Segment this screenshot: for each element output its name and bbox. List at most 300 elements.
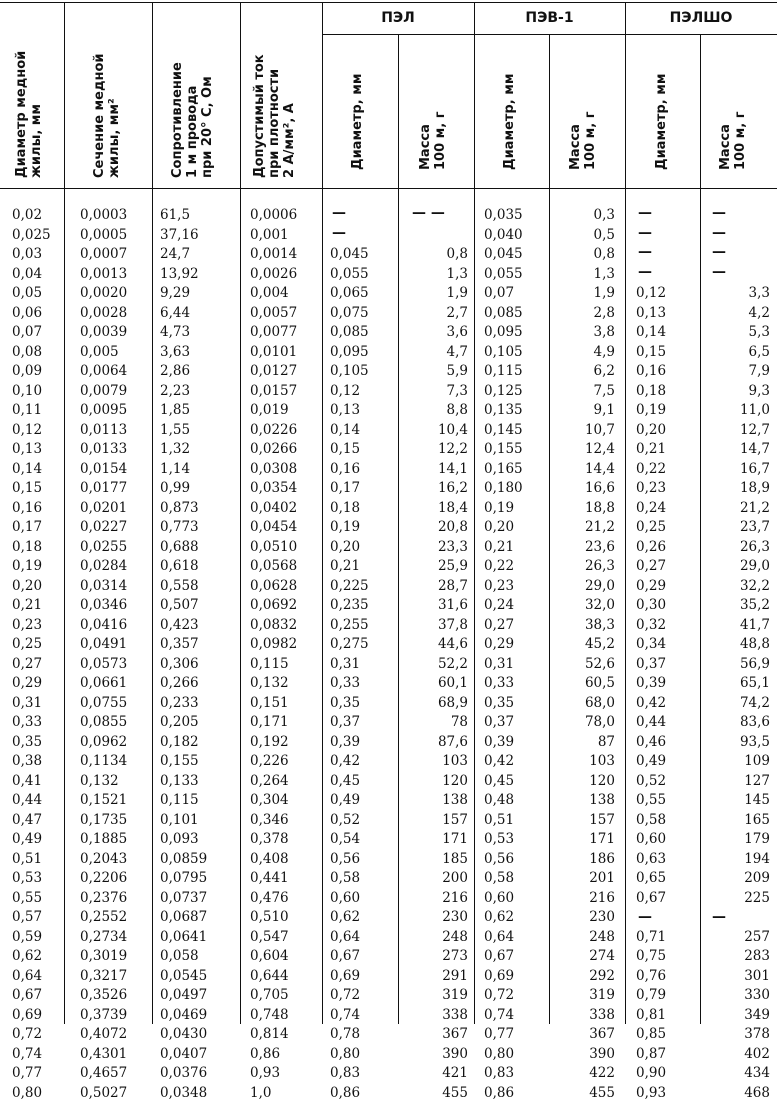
table-cell: 83,6	[704, 713, 770, 733]
table-cell: 0,24	[484, 596, 546, 616]
table-cell: 0,24	[636, 499, 696, 519]
table-cell: 194	[704, 850, 770, 870]
table-cell: 18,8	[555, 499, 615, 519]
table-cell: 0,255	[330, 616, 394, 636]
table-cell: 0,1521	[80, 791, 148, 811]
table-cell: 0,10	[12, 382, 60, 402]
table-cell: 0,12	[636, 284, 696, 304]
table-cell: 21,2	[704, 499, 770, 519]
table-cell: 0,33	[12, 713, 60, 733]
table-cell: 0,0014	[250, 245, 320, 265]
dash-mark: —	[712, 205, 726, 221]
table-cell: 16,6	[555, 479, 615, 499]
table-cell: 52,6	[555, 655, 615, 675]
table-cell: 7,5	[555, 382, 615, 402]
table-cell: 0,0692	[250, 596, 320, 616]
table-cell: 0,62	[12, 947, 60, 967]
table-cell: 0,0101	[250, 343, 320, 363]
column-diameter	[12, 206, 60, 1103]
column-pelsho-mass	[704, 206, 770, 1103]
table-cell: 292	[555, 967, 615, 987]
column-pev-mass	[555, 206, 615, 1103]
table-cell: 0,132	[250, 674, 320, 694]
table-cell: 0,29	[636, 577, 696, 597]
table-cell: 23,7	[704, 518, 770, 538]
table-cell: 0,67	[12, 986, 60, 1006]
table-cell: 0,275	[330, 635, 394, 655]
table-cell: 26,3	[555, 557, 615, 577]
table-cell: 14,4	[555, 460, 615, 480]
table-cell: 0,3739	[80, 1006, 148, 1026]
table-cell: 0,155	[484, 440, 546, 460]
table-cell: 0,25	[12, 635, 60, 655]
table-cell: 0,49	[12, 830, 60, 850]
table-cell: 24,7	[160, 245, 236, 265]
table-cell: 0,23	[636, 479, 696, 499]
table-cell: 0,547	[250, 928, 320, 948]
table-cell: 0,87	[636, 1045, 696, 1065]
table-cell: 35,2	[704, 596, 770, 616]
table-cell: 0,773	[160, 518, 236, 538]
table-cell: 0,0982	[250, 635, 320, 655]
table-cell: 0,0737	[160, 889, 236, 909]
table-cell: 9,3	[704, 382, 770, 402]
table-cell: 0,378	[250, 830, 320, 850]
table-cell	[404, 226, 468, 246]
table-cell: 0,5	[555, 226, 615, 246]
table-cell: 0,26	[636, 538, 696, 558]
table-cell: 179	[704, 830, 770, 850]
table-cell: 0,78	[330, 1025, 394, 1045]
dash-mark: — —	[412, 205, 445, 221]
table-cell: 248	[404, 928, 468, 948]
dash-mark: —	[638, 225, 652, 241]
table-cell: 1,14	[160, 460, 236, 480]
table-cell: 319	[555, 986, 615, 1006]
table-cell: 0,77	[12, 1064, 60, 1084]
table-cell: 0,225	[330, 577, 394, 597]
table-cell: 12,7	[704, 421, 770, 441]
table-cell: 0,31	[330, 655, 394, 675]
table-cell: 5,9	[404, 362, 468, 382]
table-cell: 0,0416	[80, 616, 148, 636]
table-cell: 248	[555, 928, 615, 948]
table-cell: 87,6	[404, 733, 468, 753]
table-cell: 23,3	[404, 538, 468, 558]
table-cell: 421	[404, 1064, 468, 1084]
table-cell: 0,08	[12, 343, 60, 363]
table-cell: 0,64	[12, 967, 60, 987]
column-resistance	[160, 206, 236, 1103]
table-cell: 349	[704, 1006, 770, 1026]
col-divider	[240, 2, 241, 1024]
table-cell: 0,0006	[250, 206, 320, 226]
dash-mark: —	[638, 205, 652, 221]
table-cell: 0,42	[636, 694, 696, 714]
table-cell: 273	[404, 947, 468, 967]
table-cell: 18,9	[704, 479, 770, 499]
table-cell: 0,306	[160, 655, 236, 675]
table-cell: 0,065	[330, 284, 394, 304]
table-cell: 0,20	[484, 518, 546, 538]
table-cell: 0,0079	[80, 382, 148, 402]
table-cell: 56,9	[704, 655, 770, 675]
table-cell: 0,0832	[250, 616, 320, 636]
table-cell: 0,35	[484, 694, 546, 714]
table-cell: 0,22	[636, 460, 696, 480]
table-cell: 216	[555, 889, 615, 909]
table-cell: 0,64	[330, 928, 394, 948]
table-cell: 0,133	[160, 772, 236, 792]
table-cell: 0,60	[636, 830, 696, 850]
table-cell: 0,79	[636, 986, 696, 1006]
table-cell: 367	[555, 1025, 615, 1045]
table-cell: 0,27	[636, 557, 696, 577]
table-cell: 0,13	[636, 304, 696, 324]
column-pev-diameter	[484, 206, 546, 1103]
table-cell: 0,32	[636, 616, 696, 636]
table-cell: 200	[404, 869, 468, 889]
subheader-pelsho-mass: Масса 100 м, г	[718, 111, 748, 170]
table-cell: 0,13	[330, 401, 394, 421]
table-cell: 0,62	[330, 908, 394, 928]
table-cell: 0,56	[484, 850, 546, 870]
header-resistance: Сопротивление 1 м провода при 20° С, Ом	[170, 62, 215, 178]
table-cell: 12,4	[555, 440, 615, 460]
table-cell: 2,7	[404, 304, 468, 324]
table-cell: 0,39	[484, 733, 546, 753]
table-cell: 0,0266	[250, 440, 320, 460]
table-cell: 0,0284	[80, 557, 148, 577]
table-cell: 0,618	[160, 557, 236, 577]
table-cell: 120	[555, 772, 615, 792]
table-cell: 0,264	[250, 772, 320, 792]
table-cell: 0,0491	[80, 635, 148, 655]
table-cell: 0,16	[636, 362, 696, 382]
col-divider	[549, 34, 550, 1024]
table-cell: 138	[404, 791, 468, 811]
table-cell: 0,72	[484, 986, 546, 1006]
table-cell: 0,14	[636, 323, 696, 343]
table-cell: 0,1735	[80, 811, 148, 831]
table-cell: 0,266	[160, 674, 236, 694]
table-cell: 0,423	[160, 616, 236, 636]
table-cell: 0,101	[160, 811, 236, 831]
table-cell: 0,2376	[80, 889, 148, 909]
table-cell: 0,2206	[80, 869, 148, 889]
table-cell: 0,0005	[80, 226, 148, 246]
table-cell: 0,35	[330, 694, 394, 714]
table-cell: 0,17	[12, 518, 60, 538]
table-cell: 0,105	[484, 343, 546, 363]
table-cell: 455	[404, 1084, 468, 1103]
table-cell: 6,5	[704, 343, 770, 363]
table-cell: 103	[404, 752, 468, 772]
table-cell: 21,2	[555, 518, 615, 538]
table-cell: 0,004	[250, 284, 320, 304]
table-cell: 0,60	[484, 889, 546, 909]
table-cell: 52,2	[404, 655, 468, 675]
table-cell: 0,07	[12, 323, 60, 343]
col-divider	[700, 34, 701, 1024]
table-cell: 0,604	[250, 947, 320, 967]
dash-mark: —	[332, 205, 346, 221]
table-cell: 0,0407	[160, 1045, 236, 1065]
column-section	[80, 206, 148, 1103]
table-cell: 0,05	[12, 284, 60, 304]
table-cell: 0,76	[636, 967, 696, 987]
table-cell: 0,34	[636, 635, 696, 655]
table-cell: 48,8	[704, 635, 770, 655]
table-cell: 216	[404, 889, 468, 909]
table-cell: 0,085	[330, 323, 394, 343]
table-cell: 468	[704, 1084, 770, 1103]
table-cell: 16,7	[704, 460, 770, 480]
table-cell: 0,57	[12, 908, 60, 928]
table-cell: 68,9	[404, 694, 468, 714]
table-cell: 1,85	[160, 401, 236, 421]
table-cell: 0,77	[484, 1025, 546, 1045]
table-cell: 6,2	[555, 362, 615, 382]
table-cell: 225	[704, 889, 770, 909]
table-cell: 0,48	[484, 791, 546, 811]
table-cell: 0,45	[484, 772, 546, 792]
table-cell: 4,2	[704, 304, 770, 324]
table-cell: 209	[704, 869, 770, 889]
table-cell: 0,0568	[250, 557, 320, 577]
table-cell: 0,0859	[160, 850, 236, 870]
table-cell: 0,182	[160, 733, 236, 753]
table-cell: 0,2734	[80, 928, 148, 948]
table-cell: 103	[555, 752, 615, 772]
table-cell: 0,1885	[80, 830, 148, 850]
table-cell: 0,0113	[80, 421, 148, 441]
table-cell: 0,67	[636, 889, 696, 909]
table-cell: 0,69	[330, 967, 394, 987]
table-cell: 4,9	[555, 343, 615, 363]
table-cell: 0,15	[12, 479, 60, 499]
column-pel-diameter	[330, 206, 394, 1103]
table-cell: 26,3	[704, 538, 770, 558]
subheader-pel-diameter: Диаметр, мм	[350, 74, 365, 170]
table-cell: 0,21	[330, 557, 394, 577]
table-cell: 0,0026	[250, 265, 320, 285]
table-cell: 0,02	[12, 206, 60, 226]
table-cell: 0,12	[12, 421, 60, 441]
table-cell: 0,357	[160, 635, 236, 655]
table-cell: 0,0348	[160, 1084, 236, 1103]
table-cell: 37,8	[404, 616, 468, 636]
col-divider	[625, 2, 626, 1024]
table-cell: 0,0402	[250, 499, 320, 519]
table-cell: 28,7	[404, 577, 468, 597]
table-cell: 1,3	[404, 265, 468, 285]
table-cell: 390	[404, 1045, 468, 1065]
table-cell: 0,14	[330, 421, 394, 441]
table-cell: 338	[404, 1006, 468, 1026]
table-cell: 0,115	[250, 655, 320, 675]
table-cell: 0,145	[484, 421, 546, 441]
table-cell: 74,2	[704, 694, 770, 714]
table-cell: 0,5027	[80, 1084, 148, 1103]
table-cell: 0,0661	[80, 674, 148, 694]
table-cell: 0,09	[12, 362, 60, 382]
group-pev: ПЭВ-1	[474, 10, 625, 26]
table-cell: 0,18	[12, 538, 60, 558]
table-cell: 0,31	[484, 655, 546, 675]
table-cell: 4,73	[160, 323, 236, 343]
col-divider	[398, 34, 399, 1024]
table-cell: 0,42	[484, 752, 546, 772]
table-cell: 0,20	[330, 538, 394, 558]
table-cell: 157	[404, 811, 468, 831]
table-cell: 10,7	[555, 421, 615, 441]
table-cell: 230	[404, 908, 468, 928]
table-cell: 4,7	[404, 343, 468, 363]
table-cell: 0,51	[484, 811, 546, 831]
table-cell: 0,814	[250, 1025, 320, 1045]
table-cell: 0,39	[636, 674, 696, 694]
table-cell: 0,46	[636, 733, 696, 753]
table-cell: 0,2043	[80, 850, 148, 870]
table-cell: 0,63	[636, 850, 696, 870]
table-cell: 0,095	[484, 323, 546, 343]
table-cell: 0,3019	[80, 947, 148, 967]
table-cell: 0,0962	[80, 733, 148, 753]
table-cell: 0,3	[555, 206, 615, 226]
table-cell: 0,510	[250, 908, 320, 928]
table-cell: 0,16	[12, 499, 60, 519]
table-cell: 1,32	[160, 440, 236, 460]
table-cell: 0,058	[160, 947, 236, 967]
table-cell: 0,0376	[160, 1064, 236, 1084]
table-cell: 0,019	[250, 401, 320, 421]
table-cell: 0,005	[80, 343, 148, 363]
table-cell: 32,2	[704, 577, 770, 597]
dash-mark: —	[712, 909, 726, 925]
table-cell: 0,0430	[160, 1025, 236, 1045]
table-cell: 0,38	[12, 752, 60, 772]
table-cell: 0,54	[330, 830, 394, 850]
table-cell: 0,8	[555, 245, 615, 265]
table-cell: 0,025	[12, 226, 60, 246]
table-cell: 60,5	[555, 674, 615, 694]
table-cell: 0,0201	[80, 499, 148, 519]
dash-mark: —	[712, 264, 726, 280]
table-cell: 171	[555, 830, 615, 850]
table-cell: 0,558	[160, 577, 236, 597]
table-cell: 0,27	[484, 616, 546, 636]
table-cell: 0,80	[484, 1045, 546, 1065]
table-cell: 230	[555, 908, 615, 928]
header-bottom-border	[0, 188, 777, 189]
table-cell: 0,58	[330, 869, 394, 889]
table-cell: 0,99	[160, 479, 236, 499]
table-cell: 11,0	[704, 401, 770, 421]
table-cell: 0,304	[250, 791, 320, 811]
table-cell: 109	[704, 752, 770, 772]
table-cell: 0,19	[484, 499, 546, 519]
header-current: Допустимый ток при плотности 2 А/мм², А	[252, 54, 297, 178]
table-cell: 6,44	[160, 304, 236, 324]
table-cell: 0,60	[330, 889, 394, 909]
table-cell: 0,13	[12, 440, 60, 460]
table-cell: 93,5	[704, 733, 770, 753]
table-cell: 0,45	[330, 772, 394, 792]
table-cell: 32,0	[555, 596, 615, 616]
table-cell: 0,115	[160, 791, 236, 811]
table-cell: 0,74	[12, 1045, 60, 1065]
table-cell: 0,226	[250, 752, 320, 772]
table-cell: 7,3	[404, 382, 468, 402]
table-cell: 367	[404, 1025, 468, 1045]
table-cell: 120	[404, 772, 468, 792]
table-cell: 0,07	[484, 284, 546, 304]
column-pel-mass	[404, 206, 468, 1103]
table-cell: 0,055	[330, 265, 394, 285]
table-cell: 0,67	[330, 947, 394, 967]
table-cell: 0,75	[636, 947, 696, 967]
header-section: Сечение медной жилы, мм²	[92, 54, 122, 179]
table-cell: 0,74	[330, 1006, 394, 1026]
table-cell: 0,41	[12, 772, 60, 792]
table-cell: 0,192	[250, 733, 320, 753]
table-cell: 87	[555, 733, 615, 753]
table-cell: 0,0510	[250, 538, 320, 558]
table-cell: 0,233	[160, 694, 236, 714]
table-cell: 0,55	[636, 791, 696, 811]
table-cell: 29,0	[555, 577, 615, 597]
table-cell: 0,72	[12, 1025, 60, 1045]
table-cell: 0,0545	[160, 967, 236, 987]
table-cell: 0,19	[330, 518, 394, 538]
table-cell: 0,105	[330, 362, 394, 382]
dash-mark: —	[712, 225, 726, 241]
table-cell: 0,165	[484, 460, 546, 480]
table-cell: 0,1134	[80, 752, 148, 772]
subheader-pel-mass: Масса 100 м, г	[418, 111, 448, 170]
table-cell: 0,19	[636, 401, 696, 421]
table-cell: 0,0255	[80, 538, 148, 558]
subheader-pev-mass: Масса 100 м, г	[568, 111, 598, 170]
table-cell: 0,180	[484, 479, 546, 499]
table-cell: 5,3	[704, 323, 770, 343]
dash-mark: —	[638, 909, 652, 925]
table-cell: 274	[555, 947, 615, 967]
table-cell: 0,53	[484, 830, 546, 850]
table-cell: 0,151	[250, 694, 320, 714]
table-cell: 0,15	[636, 343, 696, 363]
table-cell: 3,3	[704, 284, 770, 304]
table-cell: 0,21	[636, 440, 696, 460]
table-cell: 0,035	[484, 206, 546, 226]
table-cell: 0,8	[404, 245, 468, 265]
table-cell: 0,21	[12, 596, 60, 616]
col-divider	[474, 2, 475, 1024]
table-cell: 434	[704, 1064, 770, 1084]
table-cell: 0,0133	[80, 440, 148, 460]
table-cell: 29,0	[704, 557, 770, 577]
table-cell: 0,31	[12, 694, 60, 714]
table-cell: 0,0003	[80, 206, 148, 226]
table-cell: 0,04	[12, 265, 60, 285]
table-cell: 0,67	[484, 947, 546, 967]
table-cell: 0,4072	[80, 1025, 148, 1045]
table-cell: 0,71	[636, 928, 696, 948]
table-cell: 8,8	[404, 401, 468, 421]
table-cell: 0,0314	[80, 577, 148, 597]
table-cell: 0,0226	[250, 421, 320, 441]
